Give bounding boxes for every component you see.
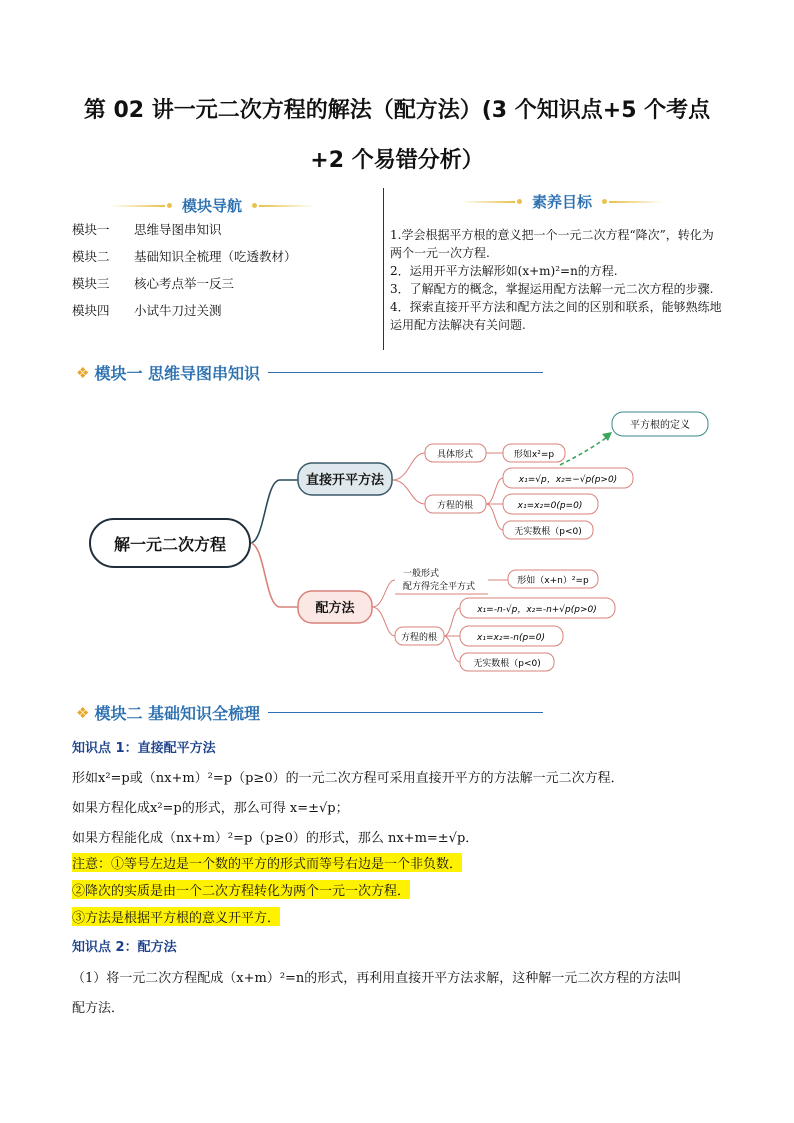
page-title-line1: 第 02 讲一元二次方程的解法（配方法）(3 个知识点+5 个考点 <box>83 98 711 123</box>
goal-item: 1.学会根据平方根的意义把一个一元二次方程“降次”，转化为两个一元一次方程. <box>390 228 714 260</box>
mindmap-b1-r2: x₁=x₂=0(p=0) <box>517 501 583 511</box>
mindmap-b2-r3: 无实数根（p<0) <box>473 659 541 669</box>
mindmap-b2-form-val: 形如（x+n）²=p <box>517 576 589 586</box>
kp1-line3: 如果方程能化成（nx+m）²=p（p≥0）的形式，那么 nx+m=±√p． <box>72 831 479 846</box>
goals-heading <box>460 191 664 212</box>
diamond-arrows-icon: ❖ <box>76 703 90 722</box>
mindmap-root: 解一元二次方程 <box>113 535 227 554</box>
kp2-line1: （1）将一元二次方程配成（x+m）²=n的形式，再利用直接开平方法求解，这种解一元二次方程的方法叫 <box>72 971 682 986</box>
mindmap <box>0 400 794 685</box>
kp2-line2: 配方法． <box>72 1001 125 1016</box>
nav-item: 模块三 核心考点举一反三 <box>72 276 235 291</box>
kp1-title: 知识点 1：直接配平方法 <box>72 741 216 756</box>
nav-item: 模块一 思维导图串知识 <box>72 222 222 237</box>
kp1-note3: ③方法是根据平方根的意义开平方． <box>72 907 280 926</box>
goals-heading-label: 素养目标 <box>532 193 593 211</box>
mindmap-branch1: 直接开平方法 <box>305 473 385 488</box>
mindmap-b2-r1: x₁=-n-√p，x₂=-n+√p(p>0) <box>477 605 597 615</box>
diamond-arrows-icon: ❖ <box>76 363 90 382</box>
mindmap-branch2: 配方法 <box>315 601 355 616</box>
mindmap-b2-form-a: 一般形式 <box>403 569 440 579</box>
module1-heading: ❖ 模块一 思维导图串知识 <box>76 361 543 384</box>
goals-list <box>390 226 725 334</box>
nav-item: 模块四 小试牛刀过关测 <box>72 303 222 318</box>
mindmap-b2-form-b: 配方得完全平方式 <box>403 582 476 592</box>
goal-item: 2．运用开平方法解形如(x+m)²=n的方程. <box>390 264 618 278</box>
mindmap-b1-form-val: 形如x²=p <box>513 450 555 460</box>
mindmap-link-sqrt-def: 平方根的定义 <box>630 420 690 431</box>
mindmap-b2-r2: x₁=x₂=-n(p=0) <box>477 633 545 643</box>
nav-list <box>72 220 297 328</box>
goal-item: 4．探索直接开平方法和配方法之间的区别和联系，能够熟练地运用配方法解决有关问题. <box>390 300 722 332</box>
mindmap-b1-form: 具体形式 <box>436 450 474 460</box>
kp1-line2: 如果方程化成x²=p的形式，那么可得 x=±√p； <box>72 801 349 816</box>
module2-heading: ❖ 模块二 基础知识全梳理 <box>76 701 543 724</box>
mindmap-b2-roots: 方程的根 <box>400 633 438 643</box>
nav-heading <box>110 195 314 216</box>
column-divider <box>383 188 384 350</box>
goal-item: 3．了解配方的概念，掌握运用配方法解一元二次方程的步骤. <box>390 282 714 296</box>
mindmap-b1-r3: 无实数根（p<0) <box>514 527 582 537</box>
nav-heading-label: 模块导航 <box>182 197 243 215</box>
kp2-title: 知识点 2：配方法 <box>72 940 177 955</box>
mindmap-b1-roots: 方程的根 <box>436 501 474 511</box>
page-title-line2: +2 个易错分析） <box>310 148 484 173</box>
kp1-note1: 注意：①等号左边是一个数的平方的形式而等号右边是一个非负数． <box>72 853 462 872</box>
nav-item: 模块二 基础知识全梳理（吃透教材） <box>72 249 297 264</box>
kp1-line1: 形如x²=p或（nx+m）²=p（p≥0）的一元二次方程可采用直接开平方的方法解一元二次方程． <box>72 771 624 786</box>
kp1-note2: ②降次的实质是由一个二次方程转化为两个一元一次方程． <box>72 880 410 899</box>
mindmap-b1-r1: x₁=√p，x₂=−√p(p>0) <box>518 475 618 485</box>
